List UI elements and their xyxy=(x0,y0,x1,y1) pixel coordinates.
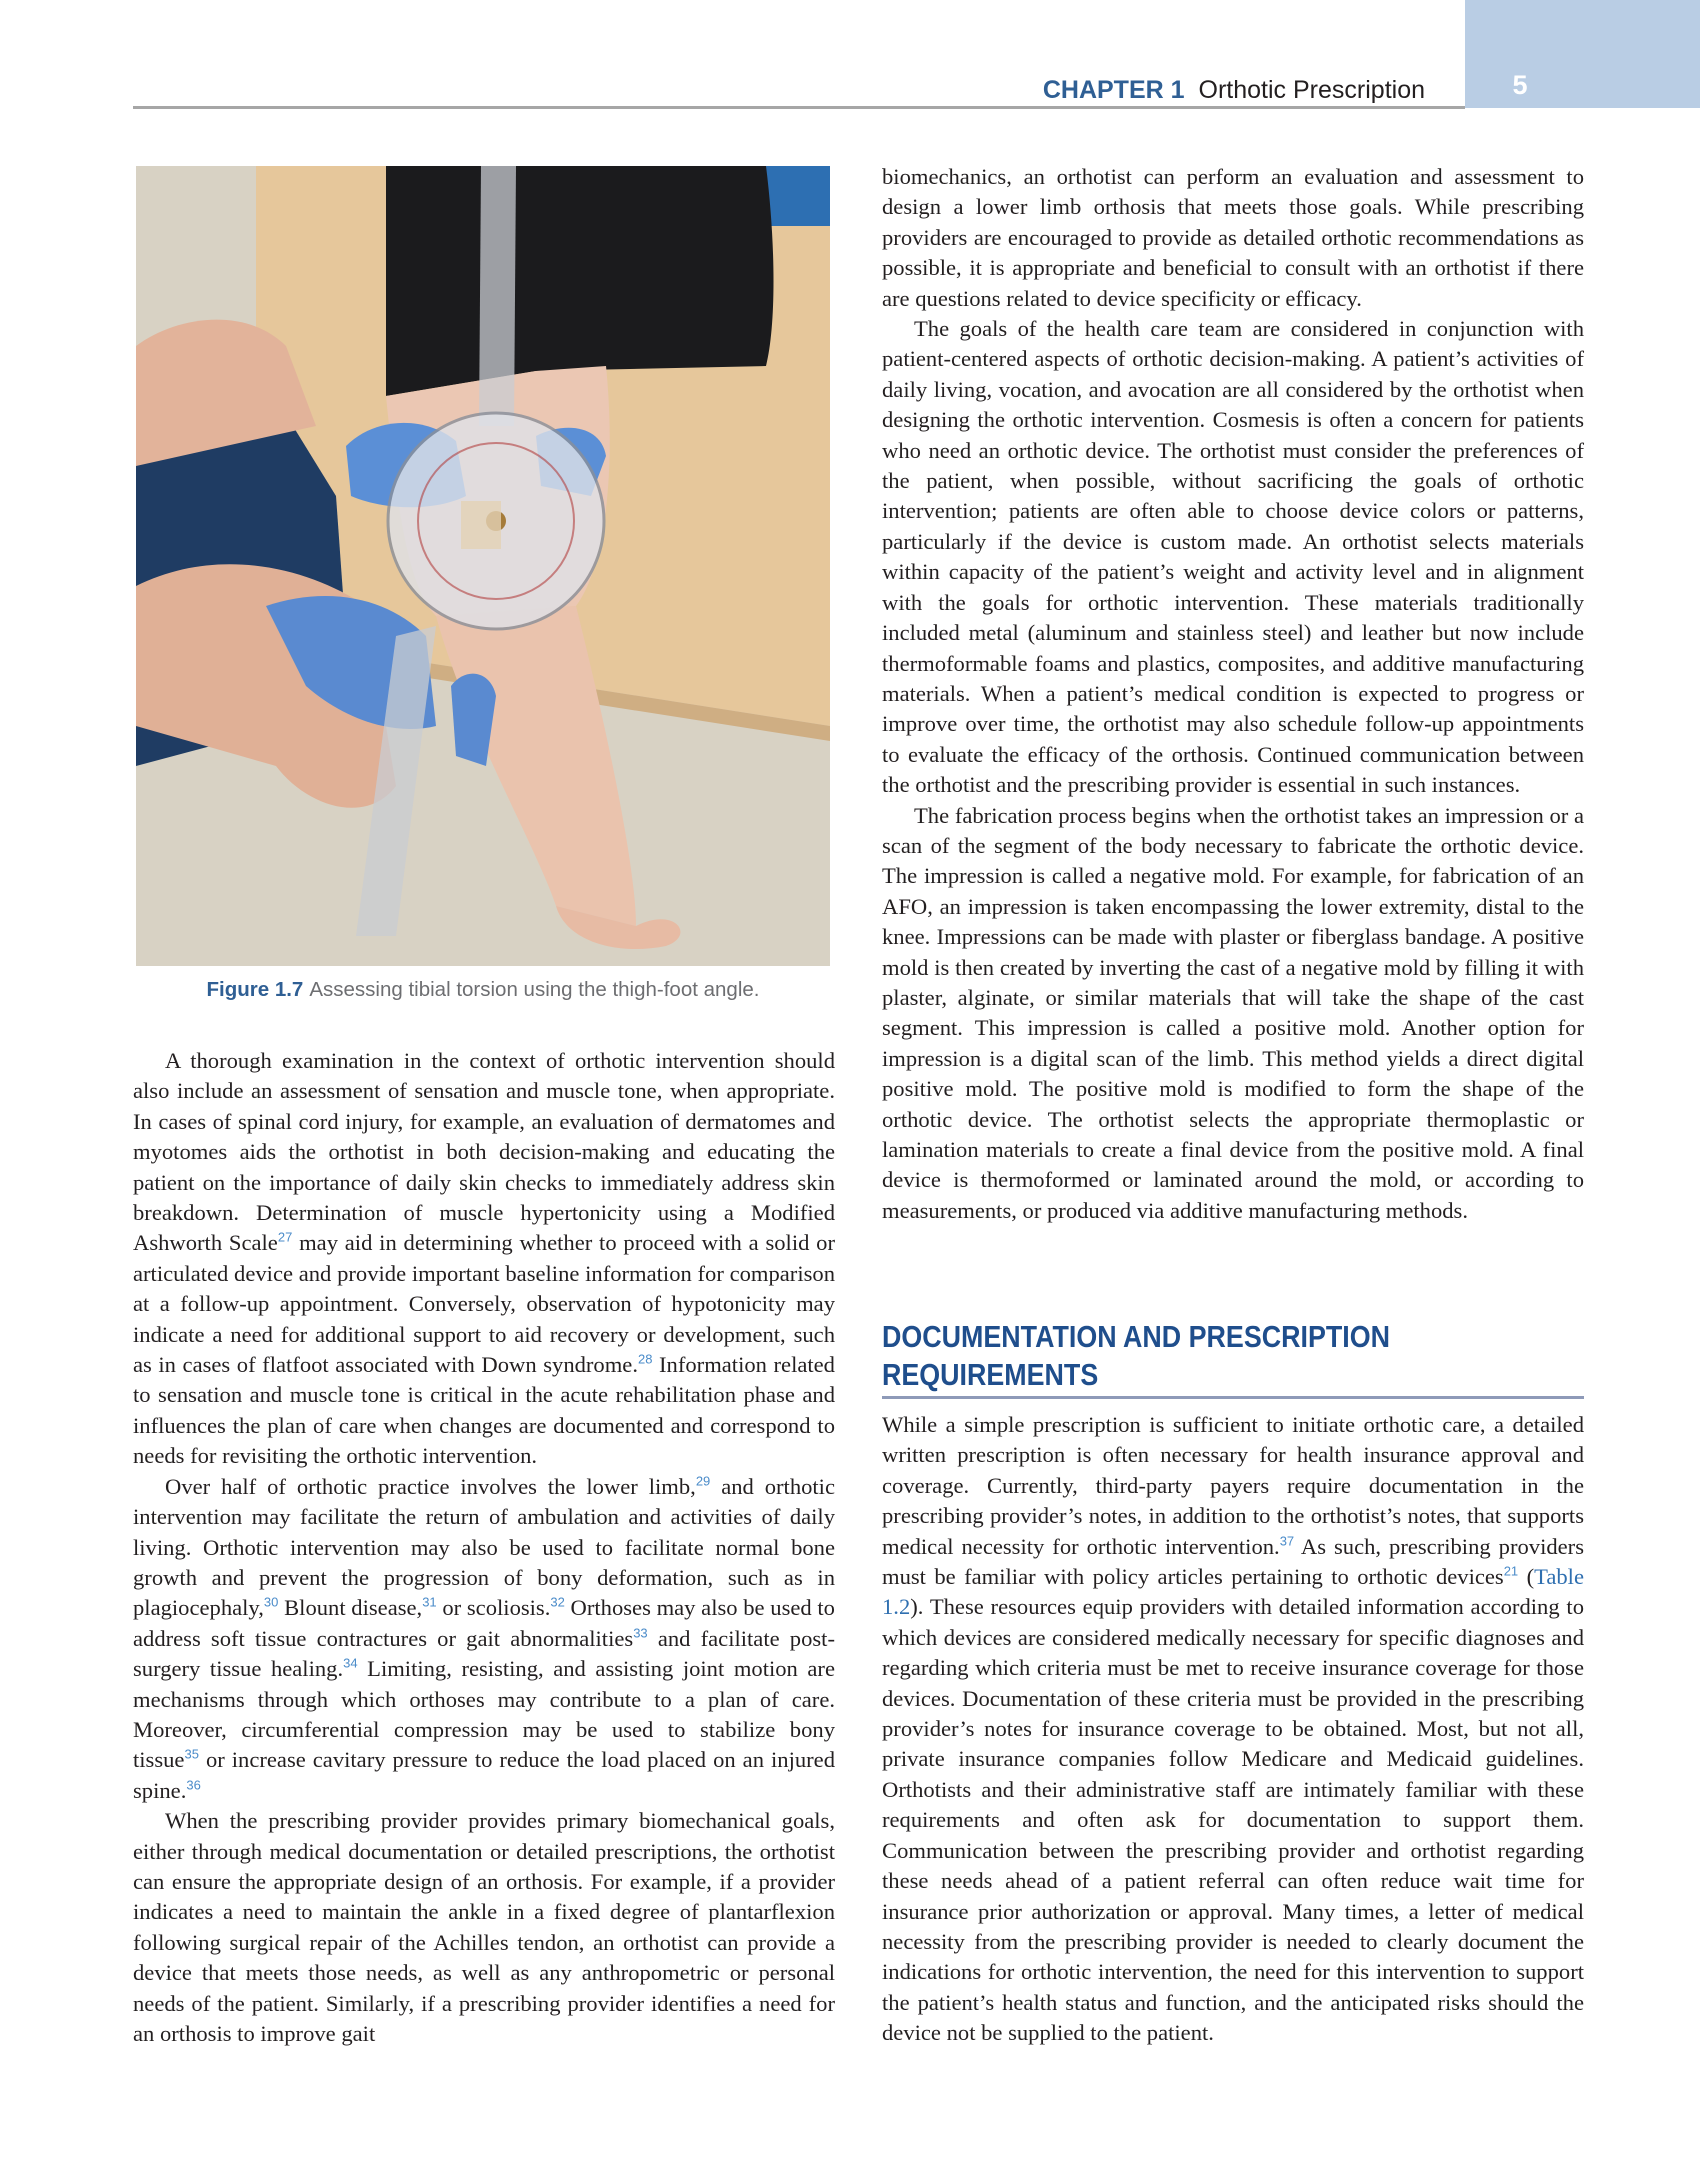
reference-citation: 32 xyxy=(550,1594,565,1610)
paragraph-prescription: While a simple prescription is sufficient to initiate orthotic care, a detailed written prescription is often necessary for health insurance approval and coverage. Currently, third-party payers require documentation in the prescribing provider’s notes, in addition to the orthotist’s notes, that supports medical necessity for orthotic intervention.$^{37}$ As such, prescribing providers must be familiar with policy articles pertaining to orthotic devices$^{21}$ (Table 1.2). These resources equip providers with detailed information according to which devices are considered medically necessary for specific diagnoses and regarding which criteria must be met to receive insurance coverage for those devices. Documentation of these criteria must be provided in the prescribing provider’s notes for insurance coverage to be obtained. Most, but not all, private insurance companies follow Medicare and Medicaid guidelines. Orthotists and their administrative staff are intimately familiar with these requirements and often ask for documentation to support them. Communication between the prescribing provider and orthotist regarding these needs ahead of a patient referral can often reduce wait time for insurance prior authorization or approval. Many times, a letter of medical necessity from the prescribing provider is needed to clearly document the indications for orthotic intervention, the need for this intervention to support the patient’s health status and function, and the anticipated risks should the device not be supplied to the patient. xyxy=(882,1412,1584,2046)
thigh-foot-angle-photo xyxy=(136,166,830,966)
reference-citation: 33 xyxy=(633,1625,648,1641)
figure-caption xyxy=(136,978,830,1002)
left-column xyxy=(133,1046,835,2049)
figure-caption-text: Assessing tibial torsion using the thigh-foot angle. xyxy=(309,978,760,1001)
paragraph-lower-limb: Over half of orthotic practice involves the lower limb,$^{29}$ and orthotic intervention may facilitate the return of ambulation and activities of daily living. Orthotic intervention may also be used to facilitate normal bone growth and prevent the progression of bony deformation, such as in plagiocephaly,$^{30}$ Blount disease,$^{31}$ or scoliosis.$^{32}$ Orthoses may also be used to address soft tissue contractures or gait abnormalities$^{33}$ and facilitate post-surgery tissue healing.$^{34}$ Limiting, resisting, and assisting joint motion are mechanisms through which orthoses may contribute to a plan of care. Moreover, circumferential compression may be used to stabilize bony tissue$^{35}$ or increase cavitary pressure to reduce the load placed on an injured spine.$^{36}$ xyxy=(133,1473,835,1803)
paragraph-fabrication: The fabrication process begins when the orthotist takes an impression or a scan of the segment of the body necessary to fabricate the orthotic device. The impression is called a negative mold. For example, for fabrication of an AFO, an impression is taken encompassing the lower extremity, distal to the knee. Impressions can be made with plaster or fiberglass bandage. A positive mold is then created by inverting the cast of a negative mold by filling it with plaster, alginate, or similar materials that will take the shape of the cast segment. This impression is called a positive mold. Another option for impression is a digital scan of the limb. This method yields a direct digital positive mold. The positive mold is modified to form the shape of the orthotic device. The orthotist selects the appropriate thermoplastic or lamination materials to create a final device from the positive mold. A final device is thermoformed or laminated around the mold, or according to measurements, or produced via additive manufacturing methods. xyxy=(882,802,1584,1223)
reference-citation: 27 xyxy=(277,1229,293,1245)
right-column-lower xyxy=(882,1410,1584,2049)
paragraph-biomechanical-goals: When the prescribing provider provides primary biomechanical goals, either through medical documentation or detailed prescriptions, the orthotist can ensure the appropriate design of an orthosis. For example, if a provider indicates a need to maintain the ankle in a fixed degree of plantarflexion following surgical repair of the Achilles tendon, an orthotist can provide a device that meets those needs, as well as any anthropometric or personal needs of the patient. Similarly, if a prescribing provider identifies a need for an orthosis to improve gait xyxy=(133,1808,835,2046)
reference-citation: 35 xyxy=(184,1746,199,1762)
chapter-title: Orthotic Prescription xyxy=(1198,76,1425,104)
reference-citation: 30 xyxy=(263,1594,279,1610)
table-reference-link[interactable]: Table 1.2 xyxy=(882,1564,1584,1620)
page-number: 5 xyxy=(1512,70,1528,100)
section-heading: DOCUMENTATION AND PRESCRIPTION REQUIREMENTS xyxy=(882,1320,1390,1392)
section-rule xyxy=(882,1396,1584,1399)
figure-photo xyxy=(136,166,830,966)
header-rule xyxy=(133,106,1465,109)
running-header xyxy=(1043,76,1425,105)
reference-citation: 36 xyxy=(186,1777,201,1793)
reference-citation: 29 xyxy=(695,1473,711,1489)
paragraph-team-goals: The goals of the health care team are considered in conjunction with patient-centered aspects of orthotic decision-making. A patient’s activities of daily living, vocation, and avocation are all considered by the orthotist when designing the orthotic intervention. Cosmesis is often a concern for patients who need an orthotic device. The orthotist must consider the preferences of the patient, when possible, without sacrificing the goals of orthotic intervention; patients are often able to choose device colors or patterns, particularly if the device is custom made. An orthotist selects materials within capacity of the patient’s weight and activity level and in alignment with the goals for orthotic intervention. These materials traditionally included metal (aluminum and stainless steel) and leather but now include thermoformable foams and plastics, composites, and additive manufacturing materials. When a patient’s medical condition is expected to progress or improve over time, the orthotist may also schedule follow-up appointments to evaluate the efficacy of the orthosis. Continued communication between the orthotist and the prescribing provider is essential in such instances. xyxy=(882,316,1584,798)
paragraph-examination: A thorough examination in the context of orthotic intervention should also include an assessment of sensation and muscle tone, when appropriate. In cases of spinal cord injury, for example, an evaluation of dermatomes and myotomes aids the orthotist in both decision-making and educating the patient on the importance of daily skin checks to immediately address skin breakdown. Determination of muscle hypertonicity using a Modified Ashworth Scale$^{27}$ may aid in determining whether to proceed with a solid or articulated device and provide important baseline information for comparison at a follow-up appointment. Conversely, observation of hypotonicity may indicate a need for additional support to aid recovery or development, such as in cases of flatfoot associated with Down syndrome.$^{28}$ Information related to sensation and muscle tone is critical in the acute rehabilitation phase and influences the plan of care when changes are documented and correspond to needs for revisiting the orthotic intervention. xyxy=(133,1048,835,1469)
chapter-label: CHAPTER 1 xyxy=(1042,76,1185,104)
reference-citation: 37 xyxy=(1279,1533,1295,1549)
reference-citation: 34 xyxy=(343,1655,358,1671)
reference-citation: 31 xyxy=(422,1594,437,1610)
figure-label: Figure 1.7 xyxy=(206,978,304,1001)
right-column-upper xyxy=(882,162,1584,1226)
paragraph-continued: biomechanics, an orthotist can perform an evaluation and assessment to design a lower limb orthosis that meets those goals. While prescribing providers are encouraged to provide as detailed orthotic recommendations as possible, it is appropriate and beneficial to consult with an orthotist if there are questions related to device specificity or efficacy. xyxy=(882,164,1584,311)
reference-citation: 21 xyxy=(1503,1563,1519,1579)
reference-citation: 28 xyxy=(637,1351,653,1367)
